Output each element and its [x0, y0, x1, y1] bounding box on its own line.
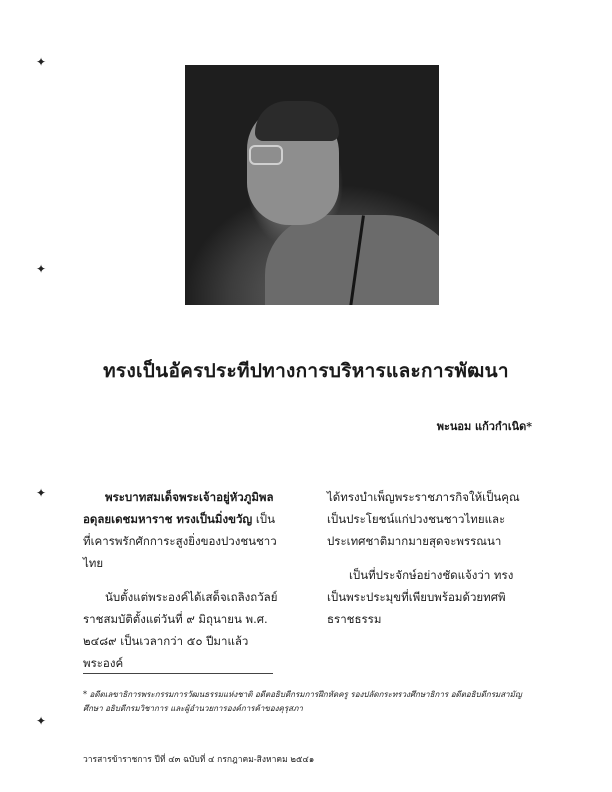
left-paragraph-2: นับตั้งแต่พระองค์ได้เสด็จเถลิงถวัลย์ราชสมบัติตั้งแต่วันที่ ๙ มิถุนายน พ.ศ. ๒๔๘๙ เป็นเวลากว่า ๕๐ ปีมาแล้ว พระองค์ [83, 590, 278, 670]
left-paragraph-1 [83, 486, 279, 574]
photo-glasses-shape [249, 145, 283, 165]
portrait-photo [185, 65, 439, 305]
left-paragraph-1-lead: พระบาทสมเด็จพระเจ้าอยู่หัวภูมิพลอดุลยเดชมหาราช ทรงเป็นมิ่งขวัญ [83, 490, 274, 526]
margin-mark-icon: ✦ [36, 486, 47, 500]
margin-mark-icon: ✦ [36, 262, 47, 276]
journal-footer: วารสารข้าราชการ ปีที่ ๔๓ ฉบับที่ ๔ กรกฎาคม-สิงหาคม ๒๕๔๑ [83, 755, 315, 765]
left-column [83, 486, 279, 686]
margin-mark-icon: ✦ [36, 55, 47, 69]
right-paragraph-1: ได้ทรงบำเพ็ญพระราชภารกิจให้เป็นคุณเป็นประโยชน์แก่ปวงชนชาวไทยและประเทศชาติมากมายสุดจะพรรณนา [327, 490, 520, 548]
article-title: ทรงเป็นอัครประทีปทางการบริหารและการพัฒนา [103, 360, 509, 382]
photo-hair-shape [255, 101, 339, 141]
author-name: พะนอม แก้วกำเนิด* [436, 420, 532, 433]
footnote: * อดีตเลขาธิการพระกรรมการวัฒนธรรมแห่งชาติ อดีตอธิบดีกรมการฝึกหัดครู รองปลัดกระทรวงศึกษาธิการ อดีตอธิบดีกรมสามัญศึกษา อธิบดีกรมวิชาการ และผู้อำนวยการองค์การค้าของคุรุสภา [83, 690, 522, 713]
footnote-divider [83, 673, 273, 674]
right-column [327, 486, 523, 642]
left-paragraph-1-rest: เป็นที่เคารพรักศักการะสูงยิ่งของปวงชนชาวไทย [83, 512, 277, 570]
right-paragraph-2: เป็นที่ประจักษ์อย่างชัดแจ้งว่า ทรงเป็นพระประมุขที่เพียบพร้อมด้วยทศพิธราชธรรม [327, 568, 514, 626]
margin-mark-icon: ✦ [36, 714, 47, 728]
